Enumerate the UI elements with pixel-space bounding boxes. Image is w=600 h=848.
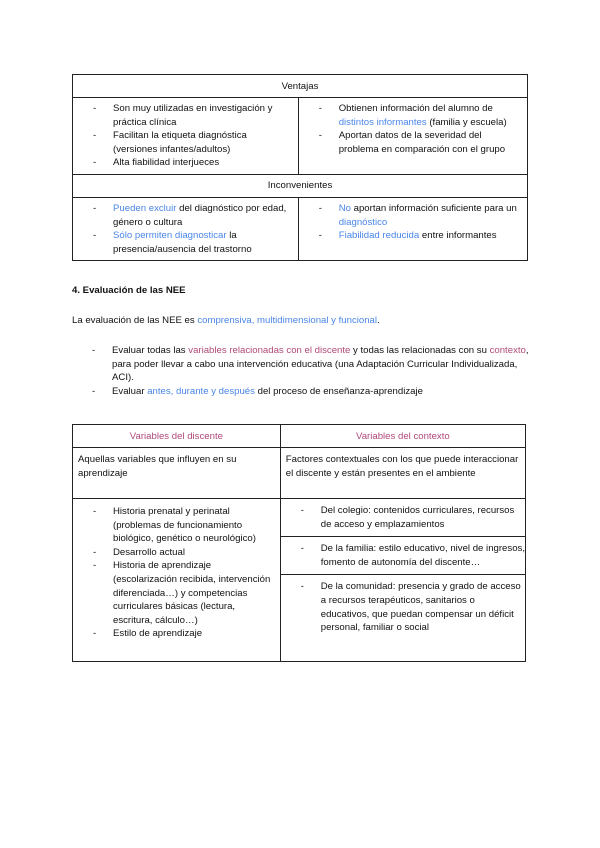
list-item bbox=[73, 627, 274, 641]
ventajas-right-list bbox=[299, 102, 519, 156]
variables-table bbox=[72, 424, 526, 662]
highlighted-text: No bbox=[338, 202, 351, 214]
highlighted-text: diagnóstico bbox=[338, 216, 388, 228]
list-item bbox=[72, 385, 532, 399]
text-run: La evaluación de las NEE es bbox=[72, 315, 198, 326]
text-run: la presencia/ausencia del trastorno bbox=[113, 230, 252, 255]
list-item bbox=[281, 542, 525, 569]
text-run: aportan información suficiente para un bbox=[350, 202, 517, 214]
text-run: entre informantes bbox=[419, 230, 497, 242]
contexto-items-list bbox=[281, 499, 525, 640]
list-item bbox=[299, 102, 519, 129]
list-item bbox=[73, 505, 274, 546]
discente-description: Aquellas variables que influyen en su aprendizaje bbox=[78, 454, 237, 479]
list-item bbox=[72, 344, 532, 385]
text-run: del diagnóstico por edad, género o cultura bbox=[113, 202, 287, 228]
ventajas-left-cell bbox=[73, 98, 299, 175]
highlighted-text: distintos informantes bbox=[338, 116, 427, 128]
contexto-items-cell bbox=[280, 499, 525, 662]
discente-items-list bbox=[73, 505, 274, 641]
list-item bbox=[73, 156, 290, 170]
list-item bbox=[73, 229, 290, 256]
section-title: 4. Evaluación de las NEE bbox=[72, 285, 186, 296]
contexto-item-box bbox=[281, 499, 525, 537]
text-run: Alta fiabilidad interjueces bbox=[113, 157, 220, 169]
list-item bbox=[281, 580, 525, 634]
ventajas-right-cell bbox=[298, 98, 527, 175]
ventajas-left-list bbox=[73, 102, 290, 170]
highlighted-text: comprensiva, multidimensional y funcional bbox=[197, 315, 378, 326]
list-item bbox=[299, 229, 519, 243]
discente-items-cell bbox=[73, 499, 281, 662]
inconvenientes-left-list bbox=[73, 202, 290, 256]
text-run: Historia de aprendizaje (escolarización recibida, intervención diferenciada…) y competencias curriculares básicas (lectura, escritura, cálculo…) bbox=[113, 560, 271, 626]
highlighted-text: Pueden excluir bbox=[113, 202, 177, 214]
list-item bbox=[73, 202, 290, 229]
list-item bbox=[281, 504, 525, 531]
inconvenientes-left-cell bbox=[73, 197, 299, 260]
text-run: Obtienen información del alumno de bbox=[338, 103, 493, 114]
highlighted-text: contexto bbox=[489, 345, 526, 356]
list-item bbox=[73, 102, 290, 129]
text-run: Son muy utilizadas en investigación y práctica clínica bbox=[113, 103, 273, 128]
variables-discente-header: Variables del discente bbox=[73, 425, 281, 448]
text-run: Facilitan la etiqueta diagnóstica (versiones infantes/adultos) bbox=[113, 130, 247, 155]
variables-contexto-header: Variables del contexto bbox=[280, 425, 525, 448]
inconvenientes-header: Inconvenientes bbox=[73, 174, 528, 197]
text-run: del proceso de enseñanza-aprendizaje bbox=[254, 385, 423, 397]
text-run: Desarrollo actual bbox=[113, 546, 185, 558]
text-run: Del colegio: contenidos curriculares, recursos de acceso y emplazamientos bbox=[320, 505, 515, 530]
text-run: . bbox=[377, 315, 380, 326]
text-run: Estilo de aprendizaje bbox=[113, 628, 203, 640]
highlighted-text: Fiabilidad reducida bbox=[338, 230, 420, 242]
ventajas-header: Ventajas bbox=[73, 75, 528, 98]
text-run: Historia prenatal y perinatal (problemas de funcionamiento biológico, genético o neurológico) bbox=[113, 506, 256, 545]
contexto-item-box bbox=[281, 537, 525, 575]
text-run: (familia y escuela) bbox=[426, 116, 507, 128]
discente-desc-cell bbox=[73, 448, 281, 499]
ventajas-inconvenientes-table bbox=[72, 74, 528, 261]
text-run: , para poder llevar a cabo una intervención educativa (una Adaptación Curricular Individualizada, ACI). bbox=[112, 345, 529, 384]
text-run: Aportan datos de la severidad del problema en comparación con el grupo bbox=[338, 130, 506, 155]
contexto-description: Factores contextuales con los que puede interaccionar el discente y están presentes en el ambiente bbox=[285, 454, 519, 479]
highlighted-text: variables relacionadas con el discente bbox=[188, 345, 351, 356]
section-bullets bbox=[72, 344, 532, 398]
contexto-item-box bbox=[281, 575, 525, 639]
list-item bbox=[73, 559, 274, 627]
inconvenientes-right-list bbox=[299, 202, 519, 243]
contexto-desc-cell bbox=[280, 448, 525, 499]
list-item bbox=[73, 129, 290, 156]
section-intro bbox=[72, 314, 532, 328]
text-run: De la familia: estilo educativo, nivel de ingresos, fomento de autonomía del discente… bbox=[320, 543, 525, 568]
inconvenientes-right-cell bbox=[298, 197, 527, 260]
text-run: De la comunidad: presencia y grado de acceso a recursos terapéuticos, sanitarios o educativos, que puedan compensar un déficit personal, familiar o social bbox=[320, 581, 521, 634]
list-item bbox=[73, 546, 274, 560]
highlighted-text: antes, durante y después bbox=[147, 385, 255, 397]
list-item bbox=[299, 129, 519, 156]
text-run: Evaluar bbox=[112, 385, 148, 397]
highlighted-text: Sólo permiten diagnosticar bbox=[113, 230, 227, 242]
text-run: y todas las relacionadas con su bbox=[350, 345, 490, 356]
text-run: Evaluar todas las bbox=[112, 345, 189, 356]
list-item bbox=[299, 202, 519, 229]
